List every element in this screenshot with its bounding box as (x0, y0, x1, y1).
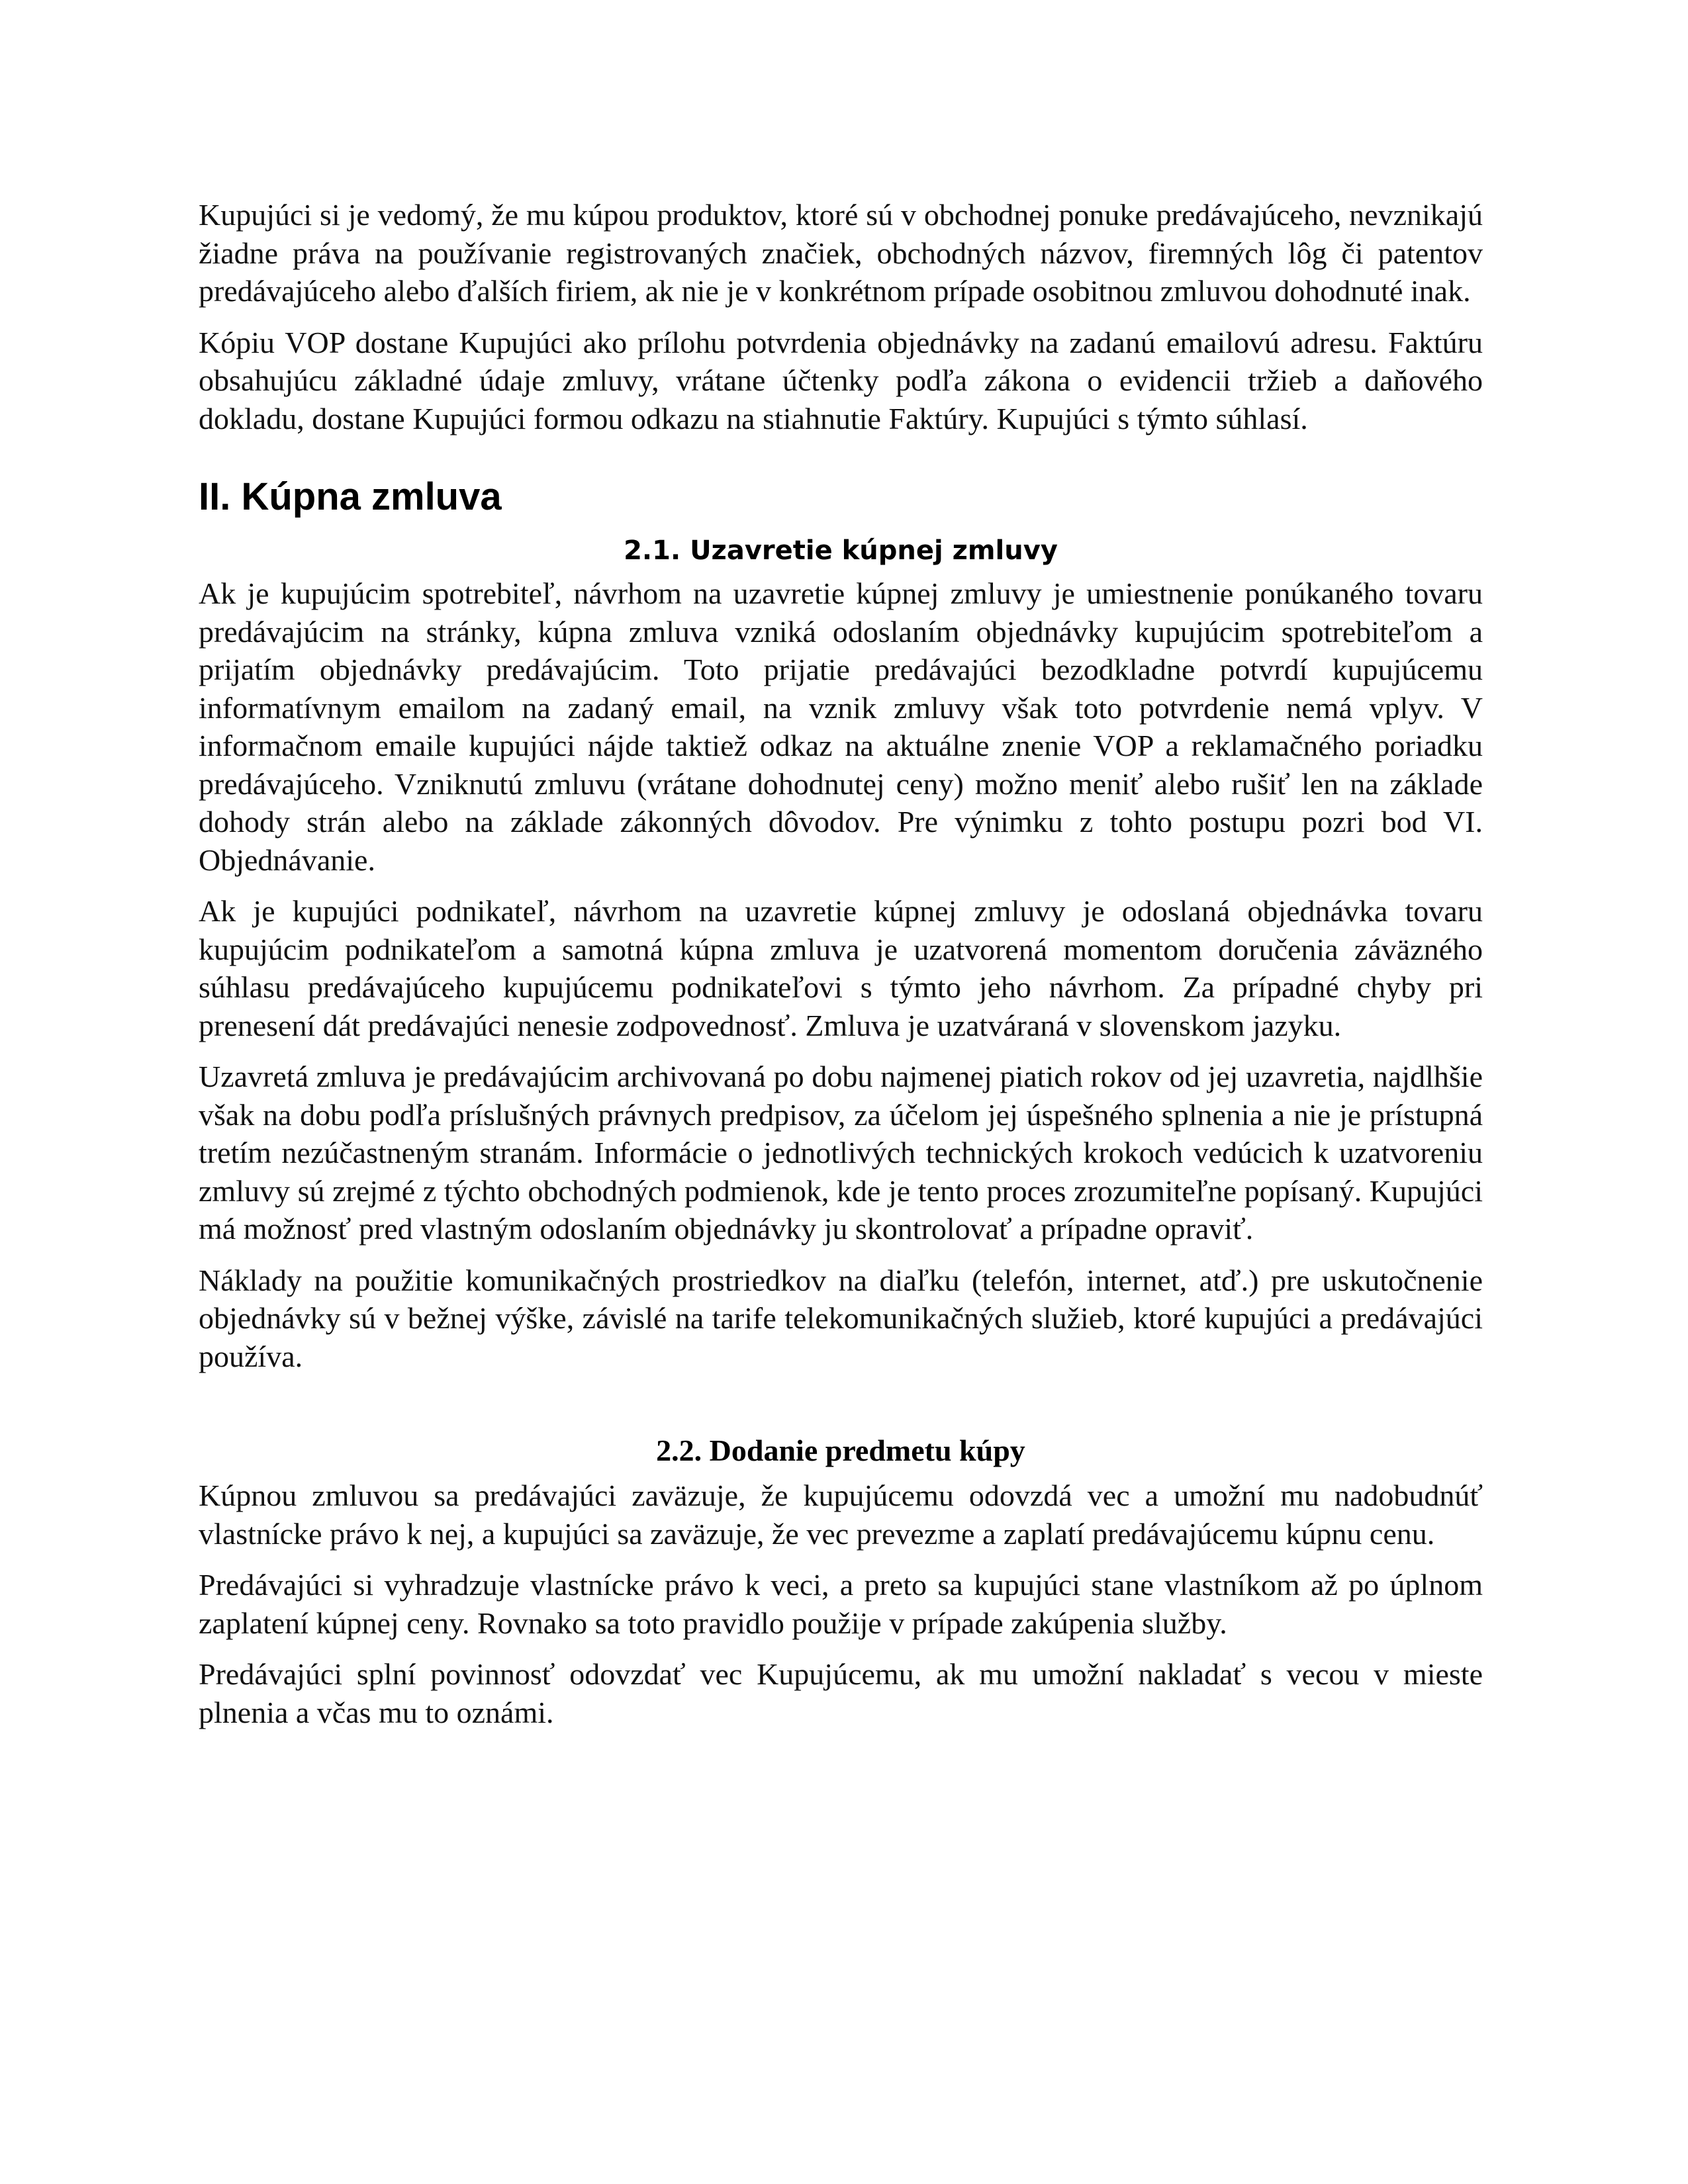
intro-paragraph-trademarks: Kupujúci si je vedomý, že mu kúpou produktov, ktoré sú v obchodnej ponuke predávajúceho, nevznikajú žiadne práva na používanie registrovaných značiek, obchodných názvov, firemných lôg či patentov predávajúceho alebo ďalších firiem, ak nie je v konkrétnom prípade osobitnou zmluvou dohodnuté inak. (199, 198, 1483, 308)
page-content (199, 196, 1483, 1745)
subsection-heading-dodanie: 2.2. Dodanie predmetu kúpy (656, 1433, 1025, 1467)
intro-paragraph-vop-copy: Kópiu VOP dostane Kupujúci ako prílohu potvrdenia objednávky na zadanú emailovú adresu. Faktúru obsahujúcu základné údaje zmluvy, vrátane účtenky podľa zákona o evidencii tržieb a daňového dokladu, dostane Kupujúci formou odkazu na stiahnutie Faktúry. Kupujúci s týmto súhlasí. (199, 325, 1483, 435)
paragraph-vyhrada-vlastnictva: Predávajúci si vyhradzuje vlastnícke právo k veci, a preto sa kupujúci stane vlastníkom až po úplnom zaplatení kúpnej ceny. Rovnako sa toto pravidlo použije v prípade zakúpenia služby. (199, 1568, 1483, 1640)
subsection-heading-uzavretie: 2.1. Uzavretie kúpnej zmluvy (624, 535, 1058, 566)
paragraph-spotrebitel: Ak je kupujúcim spotrebiteľ, návrhom na uzavretie kúpnej zmluvy je umiestnenie ponúkaného tovaru predávajúcim na stránky, kúpna zmluva vzniká odoslaním objednávky kupujúcim spotrebiteľom a prijatím objednávky predávajúcim. Toto prijatie predávajúci bezodkladne potvrdí kupujúcemu informatívnym emailom na zadaný email, na vznik zmluvy však toto potvrdenie nemá vplyv. V informačnom emaile kupujúci nájde taktiež odkaz na aktuálne znenie VOP a reklamačného poriadku predávajúceho. Vzniknutú zmluvu (vrátane dohodnutej ceny) možno meniť alebo rušiť len na základe dohody strán alebo na základe zákonných dôvodov. Pre výnimku z tohto postupu pozri bod VI. Objednávanie. (199, 576, 1483, 877)
paragraph-odovzdanie-veci: Predávajúci splní povinnosť odovzdať vec Kupujúcemu, ak mu umožní nakladať s vecou v mieste plnenia a včas mu to oznámi. (199, 1657, 1483, 1729)
paragraph-podnikatel: Ak je kupujúci podnikateľ, návrhom na uzavretie kúpnej zmluvy je odoslaná objednávka tovaru kupujúcim podnikateľom a samotná kúpna zmluva je uzatvorená momentom doručenia záväzného súhlasu predávajúceho kupujúcemu podnikateľovi s týmto jeho návrhom. Za prípadné chyby pri prenesení dát predávajúci nenesie zodpovednosť. Zmluva je uzatváraná v slovenskom jazyku. (199, 894, 1483, 1042)
paragraph-archivacia: Uzavretá zmluva je predávajúcim archivovaná po dobu najmenej piatich rokov od jej uzavretia, najdlhšie však na dobu podľa príslušných právnych predpisov, za účelom jej úspešného splnenia a nie je prístupná tretím nezúčastneným stranám. Informácie o jednotlivých technických krokoch vedúcich k uzatvoreniu zmluvy sú zrejmé z týchto obchodných podmienok, kde je tento proces zrozumiteľne popísaný. Kupujúci má možnosť pred vlastným odoslaním objednávky ju skontrolovať a prípadne opraviť. (199, 1060, 1483, 1246)
paragraph-naklady: Náklady na použitie komunikačných prostriedkov na diaľku (telefón, internet, atď.) pre uskutočnenie objednávky sú v bežnej výške, závislé na tarife telekomunikačných služieb, ktoré kupujúci a predávajúci používa. (199, 1263, 1483, 1373)
section-heading-kupna-zmluva: II. Kúpna zmluva (199, 475, 502, 518)
paragraph-kupna-zmluva-zavazok: Kúpnou zmluvou sa predávajúci zaväzuje, že kupujúcemu odovzdá vec a umožní mu nadobudnúť vlastnícke právo k nej, a kupujúci sa zaväzuje, že vec prevezme a zaplatí predávajúcemu kúpnu cenu. (199, 1479, 1483, 1551)
